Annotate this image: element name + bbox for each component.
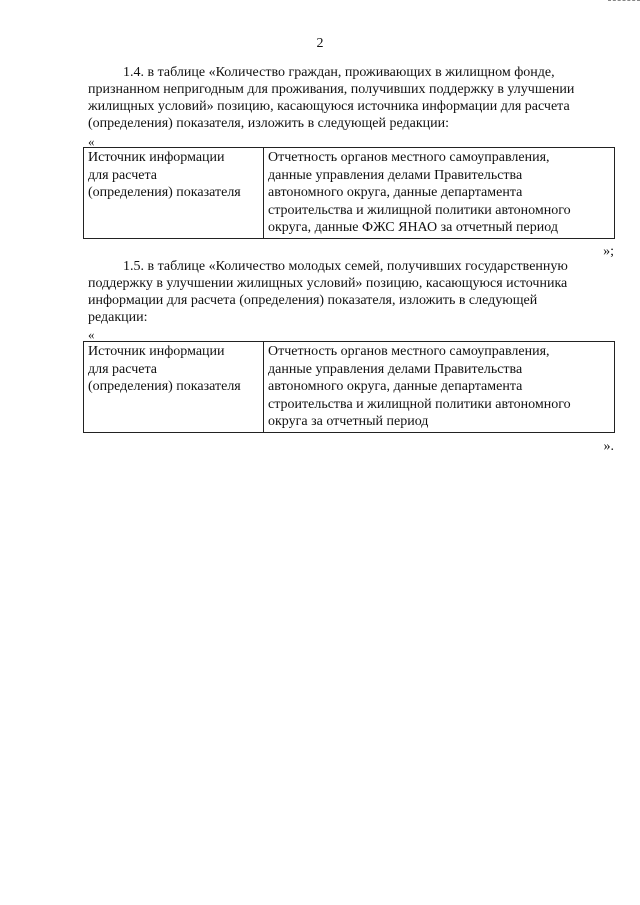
source-table-1-4 <box>83 147 615 239</box>
value-line: данные управления делами Правительства <box>268 167 523 183</box>
table-row <box>84 342 615 433</box>
paragraph-1-4-line-4: (определения) показателя, изложить в следующей редакции: <box>88 116 450 131</box>
paragraph-1-5-line-3: информации для расчета (определения) показателя, изложить в следующей <box>88 293 538 308</box>
value-line: автономного округа, данные департамента <box>268 185 523 200</box>
label-line: Источник информации <box>88 150 225 165</box>
paragraph-1-4-line-3: жилищных условий» позицию, касающуюся источника информации для расчета <box>88 99 570 114</box>
paragraph-1-5 <box>88 258 614 326</box>
paragraph-1-5-line-2: поддержку в улучшении жилищных условий» позицию, касающуюся источника <box>88 276 568 291</box>
label-line: Источник информации <box>88 344 225 359</box>
page-number: 2 <box>316 36 324 51</box>
source-table-1-5 <box>83 341 615 433</box>
value-line: Отчетность органов местного самоуправления, <box>268 150 550 165</box>
value-line: округа за отчетный период <box>268 414 429 429</box>
value-line: автономного округа, данные департамента <box>268 379 523 394</box>
paragraph-1-4-line-2: признанном непригодным для проживания, получивших поддержку в улучшении <box>88 82 575 97</box>
corner-scan-mark <box>608 0 640 3</box>
table-row <box>84 148 615 239</box>
label-line: для расчета <box>88 361 157 377</box>
table-cell-label <box>84 148 264 239</box>
quote-open-1-4: « <box>88 134 95 149</box>
value-line: строительства и жилищной политики автономного <box>268 396 571 412</box>
table-cell-value <box>264 148 615 239</box>
label-line: (определения) показателя <box>88 185 241 200</box>
table-cell-label <box>84 342 264 433</box>
quote-close-1-5: ». <box>603 439 614 454</box>
paragraph-1-4 <box>88 64 614 132</box>
value-line: данные управления делами Правительства <box>268 361 523 377</box>
paragraph-1-5-line-4: редакции: <box>88 310 148 325</box>
label-line: для расчета <box>88 167 157 183</box>
value-line: Отчетность органов местного самоуправления, <box>268 344 550 359</box>
paragraph-1-4-line-1: 1.4. в таблице «Количество граждан, проживающих в жилищном фонде, <box>123 65 555 80</box>
quote-close-1-4: »; <box>603 244 614 259</box>
label-line: (определения) показателя <box>88 379 241 394</box>
quote-open-1-5: « <box>88 327 95 342</box>
value-line: округа, данные ФЖС ЯНАО за отчетный период <box>268 220 558 235</box>
value-line: строительства и жилищной политики автономного <box>268 202 571 218</box>
paragraph-1-5-line-1: 1.5. в таблице «Количество молодых семей, получивших государственную <box>123 259 568 274</box>
table-cell-value <box>264 342 615 433</box>
